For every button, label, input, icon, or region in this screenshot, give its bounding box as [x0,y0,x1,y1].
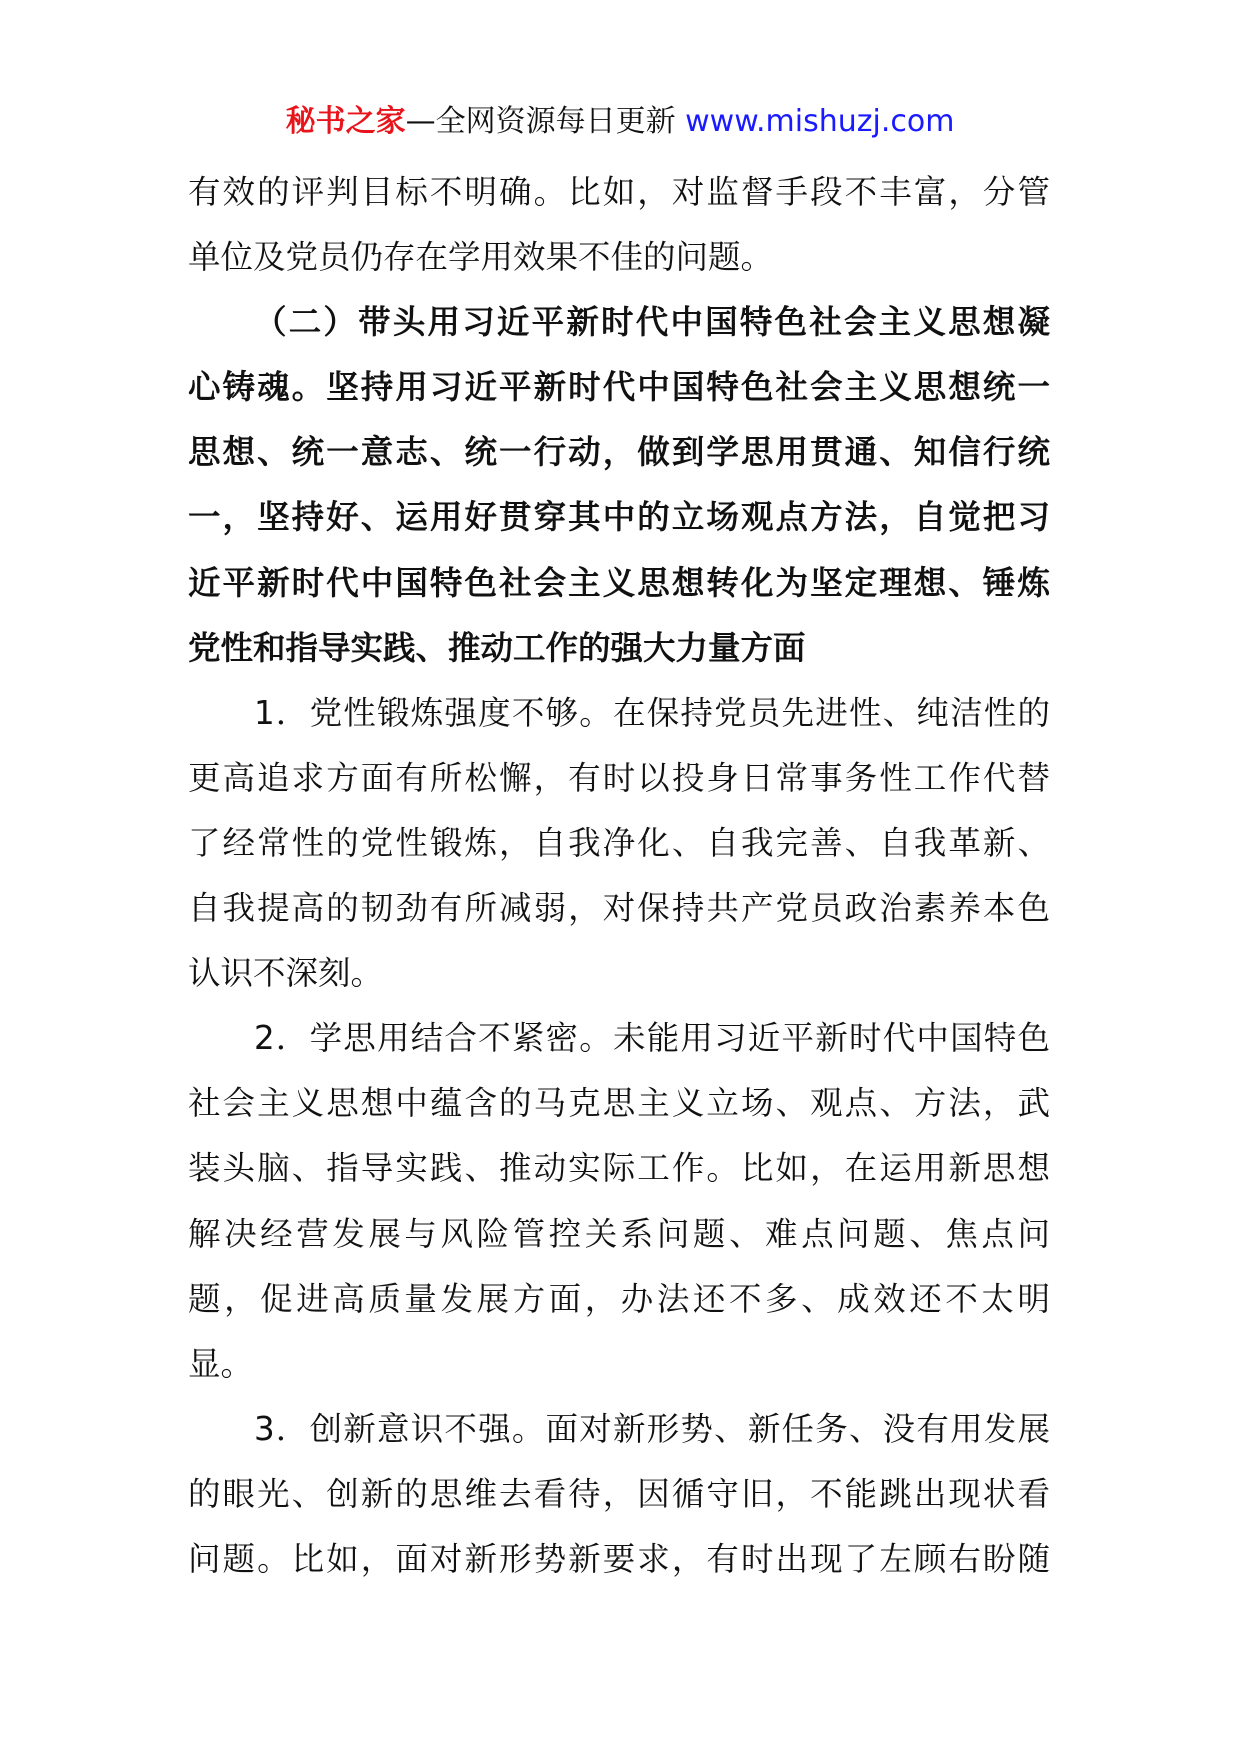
body-line: 有效的评判目标不明确。比如，对监督手段不丰富，分管 [188,173,1050,211]
brand-name: 秘书之家 [285,104,406,139]
body-line: 的眼光、创新的思维去看待，因循守旧，不能跳出现状看 [188,1474,1050,1513]
body-line: 问题。比如，面对新形势新要求，有时出现了左顾右盼随 [188,1539,1050,1578]
body-line: 认识不深刻。 [188,954,384,993]
body-line: 题，促进高质量发展方面，办法还不多、成效还不太明 [188,1279,1050,1318]
section-heading-line: 党性和指导实践、推动工作的强大力量方面 [188,628,806,667]
section-heading-line: 近平新时代中国特色社会主义思想转化为坚定理想、锤炼 [188,563,1050,602]
body-line: 单位及党员仍存在学用效果不佳的问题。 [188,238,774,277]
body-line: 3．创新意识不强。面对新形势、新任务、没有用发展 [254,1409,1050,1448]
body-line: 社会主义思想中蕴含的马克思主义立场、观点、方法，武 [188,1084,1050,1123]
body-line: 装头脑、指导实践、推动实际工作。比如，在运用新思想 [188,1149,1050,1188]
body-line: 更高追求方面有所松懈，有时以投身日常事务性工作代替 [188,758,1050,797]
section-heading-line: 心铸魂。坚持用习近平新时代中国特色社会主义思想统一 [188,368,1050,407]
body-line: 了经常性的党性锻炼，自我净化、自我完善、自我革新、 [188,823,1050,862]
site-url-link[interactable]: www.mishuzj.com [685,104,955,139]
section-heading-line: 思想、统一意志、统一行动，做到学思用贯通、知信行统 [188,433,1050,472]
section-heading-line: 一，坚持好、运用好贯穿其中的立场观点方法，自觉把习 [188,498,1050,537]
document-body [188,160,1050,1592]
header-tagline: —全网资源每日更新 [405,104,686,139]
body-line: 显。 [188,1344,254,1383]
site-header [0,100,1240,144]
body-line: 自我提高的韧劲有所减弱，对保持共产党员政治素养本色 [188,889,1050,928]
body-line: 解决经营发展与风险管控关系问题、难点问题、焦点问 [188,1214,1050,1253]
section-heading-line: （二）带头用习近平新时代中国特色社会主义思想凝 [254,303,1050,342]
body-line: 1．党性锻炼强度不够。在保持党员先进性、纯洁性的 [254,693,1050,732]
body-line: 2．学思用结合不紧密。未能用习近平新时代中国特色 [254,1019,1050,1058]
